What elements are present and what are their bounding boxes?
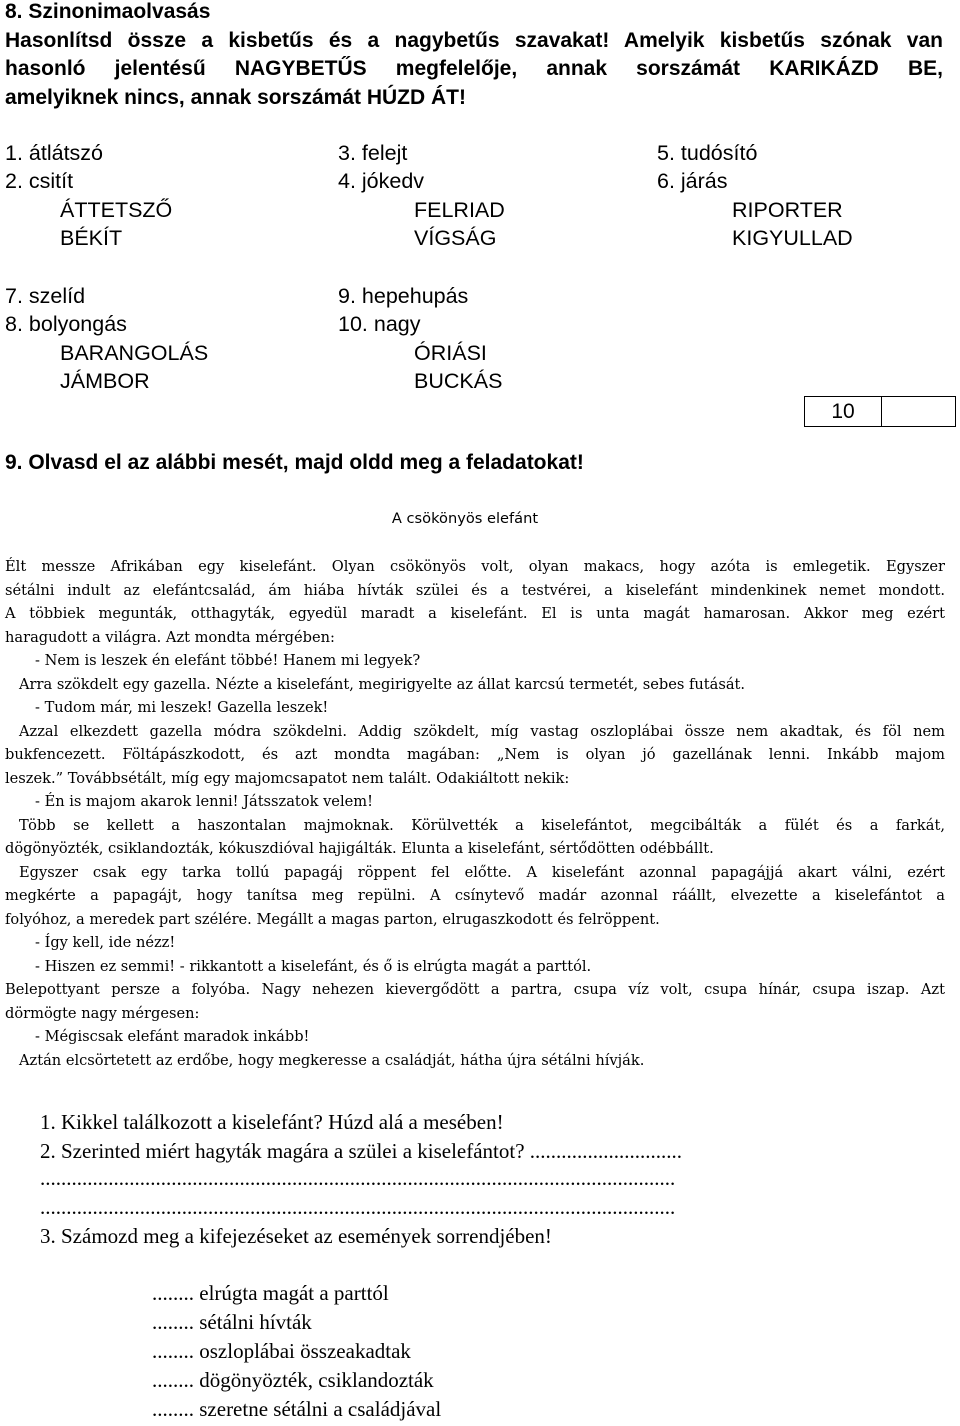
word-10: 10. nagy (338, 312, 421, 336)
word-9: 9. hepehupás (338, 284, 469, 308)
score-max: 10 (805, 397, 882, 426)
word-1: 1. átlátszó (5, 141, 103, 165)
instruction-line-1: Hasonlítsd össze a kisbetűs és a nagybetűs szavakat! Amelyik kisbetűs szónak van (5, 29, 943, 52)
caps-word-1: ÁTTETSZŐ (60, 198, 173, 222)
instruction-line-3: amelyiknek nincs, annak sorszámát HÚZD ÁT! (5, 86, 466, 109)
caps-word-9: ÓRIÁSI (414, 341, 487, 365)
caps-word-7: BARANGOLÁS (60, 341, 209, 365)
story-line: Több se kellett a haszontalan majmoknak. Körülvették a kiselefántot, megcibálták a fülét és a farkát, (19, 816, 945, 834)
question-3: 3. Számozd meg a kifejezéseket az események sorrendjében! (40, 1224, 552, 1248)
story-line: sétálni indult az elefántcsalád, ám hiába hívták szülei és a testvérei, a kiselefánt mindenkinek nemet mondott. (5, 581, 945, 599)
story-line: Élt messze Afrikában egy kiselefánt. Olyan csökönyös volt, olyan makacs, hogy azóta is emlegetik. Egyszer (5, 558, 945, 575)
story-line: leszek.” Továbbsétált, míg egy majomcsapatot nem talált. Odakiáltott nekik: (5, 769, 570, 787)
story-line: - Nem is leszek én elefánt többé! Hanem mi legyek? (35, 652, 421, 669)
story-line: bukfencezett. Föltápászkodott, és azt mondta magában: „Nem is olyan jó gazellának lenni. Inkább majom (5, 746, 945, 763)
word-2: 2. csitít (5, 169, 74, 193)
caps-word-5: RIPORTER (732, 198, 843, 222)
story-text (5, 555, 945, 1072)
story-line: - Mégiscsak elefánt maradok inkább! (35, 1028, 310, 1045)
story-line: Egyszer csak egy tarka tollú papagáj röppent fel előtte. A kiselefánt azonnal papagájjá akart válni, ezért (19, 863, 945, 881)
caps-word-4: VÍGSÁG (414, 226, 497, 250)
exercise-9-title: 9. Olvasd el az alábbi mesét, majd oldd meg a feladatokat! (5, 451, 584, 474)
answer-line-1[interactable]: ......................................................................................................................... (40, 1166, 676, 1190)
order-item-2[interactable]: ........ sétálni hívták (152, 1310, 312, 1334)
story-line: A többiek megunták, otthagyták, egyedül maradt a kiselefánt. El is unta magát hamarosan. Akkor meg ezért (5, 605, 945, 622)
question-1: 1. Kikkel találkozott a kiselefánt? Húzd alá a mesében! (40, 1110, 504, 1134)
story-line: megkérte a papagájt, hogy tanítsa meg repülni. A csínytevő madár azonnal ráállt, elvezette a kiselefántot a (5, 887, 945, 904)
story-line: dögönyözték, csiklandozták, kókuszdióval hajigálták. Elunta a kiselefánt, sértődötten odébbállt. (5, 840, 714, 857)
story-line: Aztán elcsörtetett az erdőbe, hogy megkeresse a családját, hátha újra sétálni hívják. (19, 1051, 645, 1069)
story-line: haragudott a világra. Azt mondta mérgében: (5, 628, 335, 646)
order-item-3[interactable]: ........ oszloplábai összeakadtak (152, 1339, 411, 1363)
word-7: 7. szelíd (5, 284, 86, 308)
caps-word-3: FELRIAD (414, 198, 505, 222)
story-line: dörmögte nagy mérgesen: (5, 1004, 200, 1022)
question-2: 2. Szerinted miért hagyták magára a szülei a kiselefántot? ............................. (40, 1139, 683, 1163)
score-blank[interactable] (882, 397, 955, 426)
word-8: 8. bolyongás (5, 312, 127, 336)
story-line: Azzal elkezdett gazella módra szökdelni. Addig szökdelt, míg vastag oszloplábai össze nem akadtak, és föl nem (19, 722, 945, 740)
story-line: folyóhoz, a meredek part szélére. Megállt a magas parton, elrugaszkodott és felröppent. (5, 910, 660, 928)
caps-word-2: BÉKÍT (60, 226, 123, 250)
order-item-5[interactable]: ........ szeretne sétálni a családjával (152, 1397, 442, 1421)
story-line: - Én is majom akarok lenni! Játsszatok velem! (35, 793, 373, 810)
caps-word-10: BUCKÁS (414, 369, 503, 393)
story-line: - Így kell, ide nézz! (35, 934, 176, 951)
story-line: - Hiszen ez semmi! - rikkantott a kiselefánt, és ő is elrúgta magát a parttól. (35, 957, 592, 975)
story-line: Arra szökdelt egy gazella. Nézte a kiselefánt, megirigyelte az állat karcsú termetét, sebes futását. (19, 675, 746, 693)
order-item-1[interactable]: ........ elrúgta magát a parttól (152, 1281, 389, 1305)
story-line: Belepottyant persze a folyóba. Nagy nehezen kievergődött a partra, csupa víz volt, csupa hínár, csupa iszap. Azt (5, 981, 945, 998)
word-6: 6. járás (657, 169, 728, 193)
score-box (804, 396, 956, 427)
instruction-line-2: hasonló jelentésű NAGYBETŰS megfelelője, annak sorszámát KARIKÁZD BE, (5, 57, 943, 80)
word-5: 5. tudósító (657, 141, 758, 165)
word-3: 3. felejt (338, 141, 408, 165)
order-item-4[interactable]: ........ dögönyözték, csiklandozták (152, 1368, 434, 1392)
caps-word-6: KIGYULLAD (732, 226, 853, 250)
story-title: A csökönyös elefánt (391, 510, 539, 527)
answer-line-2[interactable]: ......................................................................................................................... (40, 1195, 676, 1219)
word-4: 4. jókedv (338, 169, 425, 193)
story-line: - Tudom már, mi leszek! Gazella leszek! (35, 699, 329, 716)
caps-word-8: JÁMBOR (60, 369, 150, 393)
exercise-8-title: 8. Szinonimaolvasás (5, 0, 211, 23)
